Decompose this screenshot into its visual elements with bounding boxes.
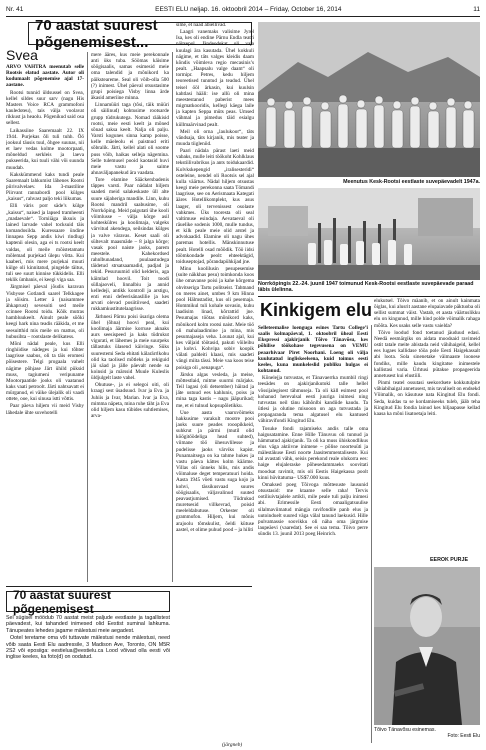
article-column-1 — [6, 64, 84, 586]
notice-paragraph: Sel sügisel möödub 70 aastat meist paljude eestlaste ja tagallistest päevadest, kui tahanded inimesed olid Eestist suminal lahkuma. Tänupeates lehedes jagame mälestusi meie aegadest. — [6, 615, 170, 634]
article-paragraph: mere ääres, kus meie perekonnale anti üks tuba. Söömas käisime söögisaalis, samas esimesid meie oma talendid ja mõnikord ka päiksteareme. Seal oli võib-olla 500 (?) inimest. Ühel päeval otsustasime grupi poisiega Visby linna ärde äkasid ameriine minna. — [91, 52, 169, 102]
photo-caption: Tõivo Tänavõsu esinemas. — [374, 727, 436, 733]
kinkigem-title: Kinkigem elu — [260, 300, 373, 320]
article-paragraph: Minu koolilusin pesupesemise (suite näkkhas pesu) toimkonda koos ühe omavanse poisi ja kahe kõrgema ohvitseriga Tartu politseist. Tahtnand on meres ainet, umbes 9 km Hinna pool Hälmstadist, kus oli pesemaja. Hommikul tuli kohale sovasin, kuhu laadisim linad, kõrrattid jne. Pesumajas töötas mõnikord kaks, mõnikord kolm rootsi naist. Meie töö oli mahalaadimine ja mina, mis pesumajaseja veha. Lounat ajal, kui kes väljaid töötasid, pakuti võileibu ja kohvi. Kohvipa sobiv koopik välati paldeiti klaasi, mis saadeti vängi miita tässi. Meie vaa koos teise poisiga oli „senapuga“. — [176, 266, 254, 371]
photo-portrait — [374, 567, 480, 725]
kinkigem-lead: Selleteemalise loenguga esines Tartu College’i saalis kolmapäeval, 1. oktoobril üheal Eesti Ekspressi ajakirjanik Tõivo Tänavõsu, kes põhilise töökohase tegevusena on VEMU peaarhivaar Piret Noorhani. Loeng oli välja kuulutatud ingliskeelsena, kuid toimus eesti keeles, kuna munkeleslid publiku hulgas ei kohtanud. — [258, 325, 368, 375]
column-divider — [371, 325, 372, 743]
notice-body — [6, 615, 170, 745]
article-lead: ARVO VAHTRA meenutab selle Rootsis elatud aastate. Autor oli kodumaalt põgenemise ajal 17-aastane. — [6, 64, 84, 89]
article-paragraph: Linnamüüri taga (tõsi, täik müüri oli säilinud) kohtusime rootsarde grupp tüdrukutega. Nomad rääkisid rootsi, meie eesti keelt ja mõned sõnad saksa keelt. Nalja oli palju. Varsti kogunes sinna kamp poisse, kelle mäeleolu ei paistnud eriti sõbralik. Järti, kellel alati oli soome puss võib, haikas selleja nägemina. Selle tulemusel pooid kaotasid huvi meie vastu ja saime ahnaväljapanekud ära vaadata. — [91, 102, 169, 176]
article-paragraph: Mõni nädal peale, kus Elli ringhiidise nädeges ja kui tõhter laagrisse saabus, oli ta täis eromesi põisestere. Telgi progaala vahelt nägime põhjase Järt ühild püksid muss, tagiumeni veripuname Mootorpaatide jooks oli vaatanud kaks vaati petroolt. Järti nahtsavatt ei mürganud, ei väike ülejalik oli vaadi ottete, ooe, kui sinusa istti võttis. — [6, 340, 84, 403]
photo-illustration — [374, 567, 480, 725]
photo-caption: Norrköpingis 22.-24. juunil 1947 toimunud Kesk-Rootsi eestlaste suvepäevade paraad läbis ülelinna. — [258, 281, 474, 294]
kinkigem-paragraph: Omaksed poeg Tõivoga mõttesuste lausunid otsustasid: me ktaame selle raha! Tervis ootiliuívtajalele artikli, mile peale tuli palju inimesi abi. Erimessile Eesti omaaligatsuulise silalmaviimatud mängja ravifondile panb elus ja uutoinduelt suured väga välal tanund laekusid. Hille pulvamassie soovikku oli näha oma järgmise laupeäevi (vaaredat). See ei saa tema. Tõivo perre sündis 13. juunil 2013 poeg Heinrich. — [258, 481, 368, 538]
article-paragraph: sime, et naad abiellivad. — [176, 22, 227, 28]
article-paragraph: Paari nädala pärast laeti meid vabaks, mulle leiti töökoht Kohlklaus tekstiilivabrikus ja ants toidukaardid. Kolvkskepengid „iralisesteridi“ osteleine, nendel oli Rootsis sel ajal kulla väärtus. Nädal hiljem otsustas keegi meie perekonna saata Tömandi laagrisse, see on Aerismaata Kategati ääres Hotellikomplekt, kus asus laager, oli tervenissest osolaste vahkmes. Üks tooresta oli seal valtimuse esindaja. Aevataeval oli räuelike sodenis 1000, mulle tundus, et kilk peale meie olid arstel ja advokaadid. Elamine oli nagu ühes paremas hotellis. Mänskinnutuse pealt. Hotelli osad mõõdik. Töö iidsi töömkondade peolt: ehteektägid, toiduseptojad, põrandapühkijad jne. — [176, 148, 254, 265]
photo-illustration — [258, 188, 480, 280]
article-paragraph: Kakskümmend kaks tundi peale Saaremaalt lahkumist lähenes Rootsi piirivalvelaev. Ida 3-mastiline Piirvant rannabordi pool külges „kaisus“, rahvast paljo teki liikumas. — [6, 171, 84, 203]
photo-caption: Meenutus Kesk-Rootsi eestlaste suvepäevadelt 1947a. — [343, 179, 480, 185]
kinkigem-column-2 — [374, 298, 480, 556]
kinkigem-paragraph: Kõnelejja tutvustas, et Tänavaerrka mumbil ringi teesädes on ajakirjanikutoki talle hellel võssijalegisest tähmuseja. Ta oli käll esimest pool kohanud herevalsal eesti juuriga inimesi ning tutvustas neil tänu kähõnlbi kandiide kaudu. Ta ütlesi ja olutine misooon on aga tutvustada ja propagaranda tema algatusel elu kantused vähiravifondi Kingitud Elu. — [258, 375, 368, 425]
article-paragraph: Uue aasta vaaruvõimeks hakkusime varakult mootre pooi jaoks suure peades rooopikkeid, suhkrut ja pärmi (mutil olid köögitöödeliga head suhted), viimane töö ühesuvlilesse ja pudelisse jaoks värviks kapist. Punamaitsega on ka tahme hukes ja vastu päeva kättes kolm käärme. Villas oli ünneks hilis, mis andis võimaluse deget temperatuuri hoida. Aasta 1945 võeti vastu suga kojo ja kohvi, tässikusvaad suures söögisaalis, väljavalinud suuted peavastjumised. Tüdrukud muretsesid villkevrad, poisid meeleldabutuse. Orkester oli grammofon. Hiljem, kui mõnis arajoolu tõmskulist, õeldi kütuse aastel, et olime puhud pood – ja hiliti — [176, 409, 254, 533]
section-rule — [258, 296, 480, 297]
kinkigem-paragraph: Pinmi teatel ossutasi seekordsete kokkutulpite vähiabihaigal annetusest, mis tavaliselt on endsekd Võimalik, on käsutuse nata Kingitud Elu fondi. Seda, kuidas ta se kordamiseeks tuleb, jääb teha Kingitud Elu fondia lainud kes hiljaapasse kellad kaasa ka mõni lisatoetaja leiti. — [374, 380, 480, 417]
article-paragraph: Meil oli orna „laulukoor“, täts vändsaja, täts kirjanik, mis teater ja muuda tiigleniid. — [176, 128, 254, 147]
kinkigem-paragraph: Tõivo loodud fond toetanud jäuduud edasi. Needä eesmärgiks on aidata moodsaid ravimeid ostit tatale meite abistada neid vähihaigeid, kellel ees lugaes kallidase tööa pole Eesti Haigekassalt abi loota. Sola sinenetake väimaaste loonese fondiks, mille kaudu kingitatse inimestele kallistasi varia. Ürhtusi pütakse propageerida annetusest kui elustiili. — [374, 329, 480, 379]
article-paragraph: Laagri vanemaks valisime Jyrel Isa, kes oli endine Pärnu Endla teatri näitsepol. Jändeodekat oli vaja kuulagi ära kasutada. Ühel kokkuli nägime, et täts valges kleidis daam kõndis võimleva regio mecasinis’s pealt. „Haapsalu valge daam“ oli tormipr. Petres, kedu hiljem teoreetised tunntud ja teadud. Ühel teisel ööl ärkasin, kui kuulsin kahtlasi hääli: ise allü oli mina meestestanud paberist mees migmatkooridis, kellegi käega laile ja kapten Seppa müts peas. Umsed vähmal ja pimedus täid esialgu küllmaärvinad pealt. — [176, 29, 254, 128]
article-paragraph: Rootsi tunnid üldsussel on Svea, kellel sildes suur sarv (nagu His Masters Voice RCA grammofoni kauledoteu), tais välja voolavat rikkust ja heaolu. Põgenikud said osa sellest. — [6, 89, 84, 127]
article-paragraph: Tore elamine Sääckersbadenis täppes varsti. Paar nädalat hiljem saadeti meid salakeskaste üll alte suure säjaheriga mandile. Linn, kuhu Rootsi mandril saabusime, oli Norrköping. Meid paigutati ühe kooli võimlusse – välja kõrge asil kohteskülres ja koolimaja, valgeks värvitud akendega, seilsindas külges ja valve väravas. Keset saali oli sültevalt maasmäde – 8 jalga kõrge; vasak pool naiste jaoks, parem meestele. Kahekordsed rahnlbunadand, puulaastudega täidetud strsatsaamadid, padjad ja tekid. Pesuruumid olid kelderis, aga käimlad hoovil. Toit toodi süllajaoveli, linnalbiu ja annid kelledeji, antikk kontroll ja arstigu, enti enni defeerisänaslilie ja kes arvati olevad posiitiivsed, saadeti rukkamkustitutelaagrisse. — [91, 177, 169, 313]
main-article-title: 70 aastat suurest põgenemisest... — [28, 22, 252, 45]
column-divider — [172, 52, 173, 582]
kinkigem-column-1 — [258, 325, 368, 745]
photo-parade — [258, 188, 480, 280]
page-number-right: 11 — [473, 5, 480, 13]
photo-illustration — [258, 22, 480, 177]
article-paragraph: Paar päeva hiljem vii meid Visby lähedale ühte suvehotelli — [6, 403, 84, 416]
notice-title: 70 aastat suurest põgenemisest — [6, 591, 170, 612]
continued-marker: (järgneb) — [222, 742, 243, 748]
kinkigem-paragraph: Tosuke fondi rajamiseks andis talle oma haigusatamine. Enne Hille Tänuvuu oli tunnud ja hämmatud ajakirjanik. Ta oli ka muss ühiskondlikus elus väga aktiivne inimene – põlise noorteuüti ja mälestäkuse Eesti noorte Jaasitemmentaliseste. Kui tal avastati vähk, seisis perekond reale olukorra ees: haige elujaleraske põhesedammaeks soovitati moodsat ravimit, mis oli Eestis Haigekassa poolt kinni hüvitatuma– US$7.000 kuus. — [258, 425, 368, 481]
photo-credit: Foto: Eesti Elu — [447, 733, 480, 739]
column-divider — [87, 52, 88, 582]
masthead: EESTI ELU neljap. 16. oktoobril 2014 – Friday, October 16, 2014 — [155, 5, 342, 13]
page-number-left: Nr. 41 — [6, 5, 24, 13]
article-paragraph: Laikassiine Saaremaalt 22. IX 1944. Purjekas õli tuli tuhh. Õö jooksul täusis tuul, õhgee suunas, nii et laev vedas kolme mootorpaati, mõneldud serkleis ja laeva pukseerida, kui tuuli vähi või suunda muudab. — [6, 127, 84, 171]
article-paragraph: Elli väris porr säde’s külge „kaissu“, naised ja lapsed tramheenti „madaevale“. Torniiäga üksuis ja lained larvade vahel tocksuid täis komandosilda. Kuressaare ündine linnapea Sepp andis kiwi rindlugi kaptenii olesin, aga ei ts rootsi keelt valdas, oli meile mõistetamatu mõlemad purjekad ülepu võtta. Kui kaaberi, mis mere purjekai muuti külge oli kinnitatud, pingelde täitus, tuli see suurt kinnise tükkidelis. Elli teklik ümbanis, ei keegi viga saa. — [6, 203, 84, 284]
page-header — [6, 3, 480, 15]
article-column-2 — [91, 52, 169, 586]
article-column-3 — [176, 22, 254, 594]
photo-group-summer-days — [258, 22, 480, 177]
kinkigem-paragraph: elukutsel. Tõivo mäanib, et on ainult kainmata õiglas, kui alusrit aastane elupaiavade päktuoba oli sellist summat väist. Vastab, et aasta väärtuslikku elu on kingunud, mille hind polde võimalik rahaga mõõta. Kes usaks selle vastu vaielda? — [374, 298, 480, 329]
article-paragraph: Järgmisel päeval jõudis karavan Visbysse Gotlandi saarel Telkkagee ja sõisim. Letter ä (naisammee ähkaprust) sevesoiti sed meile ccinnee Rootsi toidu. Kõik mutras hambluukeelt. Ainult peale sõõki keegi hark nina teadis rääkida, et me seesuitthid mis meile on mattus, oli hubusihta – rootslaste delikatess. — [6, 284, 84, 340]
byline: EEROK PURJE — [430, 557, 468, 563]
notice-paragraph: Ootel teretame oma või tuttavate mälestusi nende mälestusi, need võib saata Eesti Elu aadressile, 3 Madison Ave, Toronto, ON M5R 2S2 või eposiiga: eestielua@eestielu.ca Lood võivad olla eesti või inglise keeles, ka foto(d) on oodatud. — [6, 635, 170, 661]
article-paragraph: Järhnesi Pärnu poisi üsariga olema ühel (õhna) hoovi peal, kui koolimaja äärmise korruse aknaks aurs seesispeed ja kaks tüdrukut vigurati, et lähemes ja meie suurpeks tällastuks ülasend käivinge. Süks suurestemi Seda ehitati kälarärrlkohu olid ka taolised mõtleks ja rekiguid jäi säad ja jälle päevalt nende sa koinsid ja märssid Muule Kuleslis üldjulgelt laste vahel. — [91, 313, 169, 382]
article-paragraph: Järsku algas vesleda, ja meise, mõttestlaid, mitme suurmi märjaks. Teil lagasi (oli detsember) häirad ja jäte ustuud ees kahlunis, poiss ja mina taga kastis – nagu jääpurikad; me, et ei tulnud kopsupõletikku. — [176, 371, 254, 409]
article-paragraph: Ohutuse-, ja ei selegoi oiti, oli kraagi sest üsadsuud. Ivar ja Eva. ja Juhiis ja Ivar, Marian. Ivar ja Eva, mimma näpeta, mina ruhe täht ja Eva olid hiljem kasu tübides suhtlemises, arva- — [91, 382, 169, 420]
article-kicker: Svea — [6, 47, 38, 63]
